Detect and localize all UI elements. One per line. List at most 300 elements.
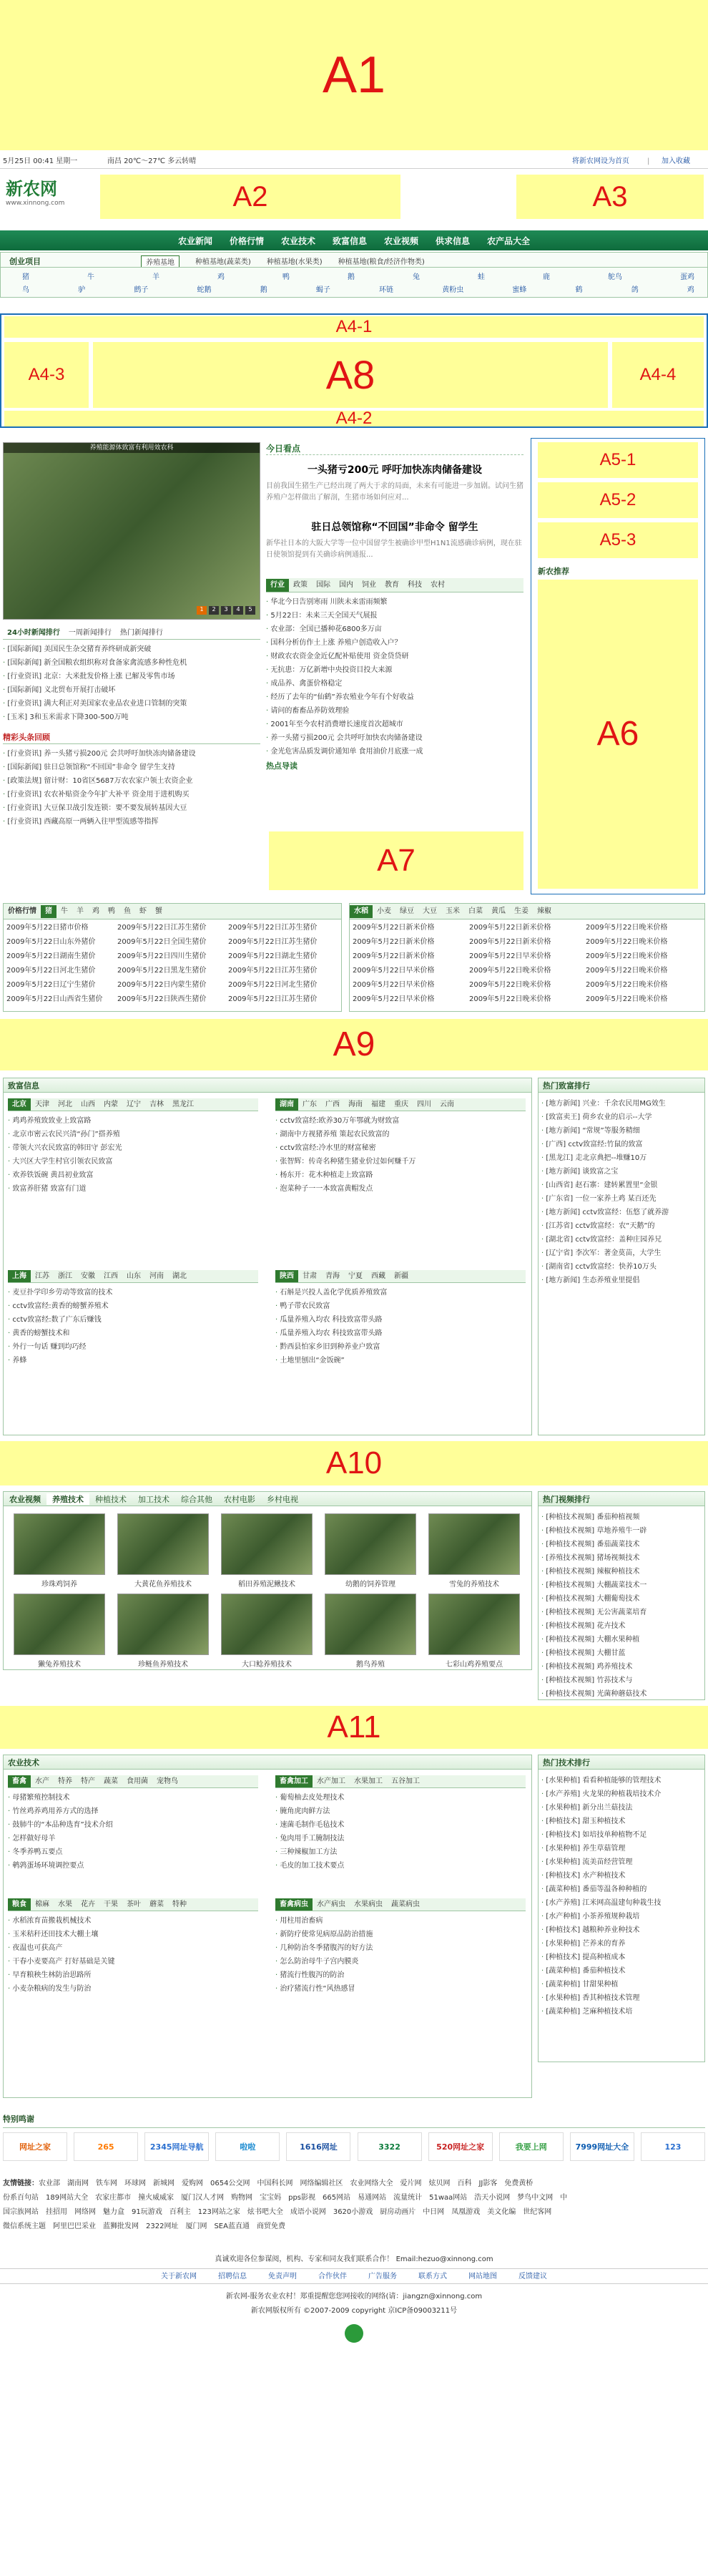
region-tab[interactable]: 浙江 xyxy=(58,1272,72,1280)
rich-item[interactable]: · 黄香的螃蟹技术和 xyxy=(8,1327,258,1340)
rich-item[interactable]: · 外行一句话 赚到均巧经 xyxy=(8,1340,258,1354)
friend-link[interactable]: SEA蓝直通 xyxy=(214,2223,250,2230)
news-item[interactable]: · 2001年至今农村消费增长速度首次超城市 xyxy=(266,718,523,731)
region-tab[interactable]: 陕西 xyxy=(275,1270,298,1283)
friend-link[interactable]: 成语小说网 xyxy=(290,2208,326,2216)
tech-hot-item[interactable]: · [蔬菜种植] 番茄种植技术 xyxy=(541,1964,702,1978)
breed-item[interactable]: 鹿 xyxy=(543,273,550,281)
price-crop-tab[interactable]: 大豆 xyxy=(423,907,437,915)
news-category-tab[interactable]: 农村 xyxy=(431,580,445,589)
price-tab[interactable]: 牛 xyxy=(61,907,68,915)
friend-link[interactable]: 国宗族网站 xyxy=(3,2208,39,2216)
video-thumbnail[interactable] xyxy=(117,1513,209,1575)
friend-link[interactable]: 购物网 xyxy=(231,2194,253,2202)
banner-ad-a5-1[interactable] xyxy=(538,442,698,478)
price-cell[interactable]: 2009年5月22日晚米价格 xyxy=(586,938,668,946)
price-tab[interactable]: 羊 xyxy=(77,907,84,915)
friend-link[interactable]: 中 xyxy=(560,2194,568,2202)
friend-link[interactable]: 3620小游戏 xyxy=(333,2208,373,2216)
price-cell[interactable]: 2009年5月22日早米价格 xyxy=(469,952,551,960)
tech-tab[interactable]: 蘑菜 xyxy=(149,1900,164,1908)
tech-hot-item[interactable]: · [水产养殖] 火龙果的种植栽培技术介 xyxy=(541,1787,702,1801)
tech-tab[interactable]: 干果 xyxy=(104,1900,118,1908)
friend-link[interactable]: 宝宝妈 xyxy=(260,2194,282,2202)
video-thumbnail[interactable] xyxy=(221,1513,313,1575)
breed-item[interactable]: 兔 xyxy=(413,273,420,281)
news-category-tab[interactable]: 国际 xyxy=(316,580,330,589)
footer-link[interactable]: 招聘信息 xyxy=(218,2273,247,2280)
price-cell[interactable]: 2009年5月22日陕西生猪价 xyxy=(117,995,207,1003)
tech-tab[interactable]: 棉麻 xyxy=(35,1900,49,1908)
tech-item[interactable]: · 玉米秸秆还田技术大棚土壤 xyxy=(8,1928,258,1941)
tech-hot-item[interactable]: · [水果种植] 新分出兰菇技法 xyxy=(541,1801,702,1815)
rich-item[interactable]: · 北京市密云农民兴清“孙门”搭养殖 xyxy=(8,1128,258,1141)
friend-link[interactable]: 商贸免费 xyxy=(256,2223,285,2230)
partner-logo[interactable]: 520网址之家 xyxy=(428,2132,493,2161)
video-hot-item[interactable]: · [种植技术视频] 辣椒种植技术 xyxy=(541,1565,702,1579)
partner-logo[interactable]: 7999网址大全 xyxy=(570,2132,634,2161)
tech-hot-item[interactable]: · [种植技术] 提高种植成本 xyxy=(541,1951,702,1964)
tab-hot-news[interactable]: 热门新闻排行 xyxy=(119,628,163,637)
breed-item[interactable]: 牛 xyxy=(87,273,94,281)
tech-tab[interactable]: 特产 xyxy=(81,1777,95,1785)
video-caption[interactable]: 獭兔养殖技术 xyxy=(38,1661,81,1669)
banner-ad-a4-2[interactable] xyxy=(4,411,704,426)
friend-link[interactable]: 厦门汉人才网 xyxy=(181,2194,225,2202)
news-item[interactable]: · 华北今日告别寒雨 川陕未来雷雨频繁 xyxy=(266,595,523,609)
region-tab[interactable]: 天津 xyxy=(35,1100,49,1108)
region-tab[interactable]: 山西 xyxy=(81,1100,95,1108)
headline-review-item[interactable]: · [行业资讯] 养一头猪亏损200元 会共呼吁加快冻肉储备建设 xyxy=(3,747,260,761)
region-tab[interactable]: 上海 xyxy=(8,1270,31,1283)
banner-ad-a5-2[interactable] xyxy=(538,482,698,518)
focus-dot[interactable]: 5 xyxy=(245,606,255,615)
news-rank-item[interactable]: · [国际新闻] 义北贸布开展打击破坏 xyxy=(3,683,260,697)
breed-item[interactable]: 蛇鹅 xyxy=(197,286,212,294)
banner-ad-a5-3[interactable] xyxy=(538,522,698,558)
video-thumbnail[interactable] xyxy=(14,1513,105,1575)
tech-item[interactable]: · 治疗猪流行性“风热感冒 xyxy=(275,1982,526,1996)
banner-ad-a4-4[interactable] xyxy=(612,342,704,408)
region-tab[interactable]: 青海 xyxy=(325,1272,340,1280)
region-tab[interactable]: 山东 xyxy=(127,1272,141,1280)
video-tab[interactable]: 农村电影 xyxy=(224,1494,255,1504)
tech-tab[interactable]: 畜禽病虫 xyxy=(275,1898,313,1911)
nav-item-products[interactable]: 农产品大全 xyxy=(487,235,531,246)
price-cell[interactable]: 2009年5月22日江苏生猪价 xyxy=(228,995,318,1003)
banner-ad-a4-3[interactable] xyxy=(4,342,89,408)
breed-item[interactable]: 环链 xyxy=(379,286,394,294)
video-tab[interactable]: 综合其他 xyxy=(181,1494,212,1504)
friend-link[interactable]: 农业部 xyxy=(39,2180,60,2187)
friend-link[interactable]: 免费黄桥 xyxy=(504,2180,534,2187)
video-hot-item[interactable]: · [种植技术视频] 番茄蔬菜技术 xyxy=(541,1538,702,1551)
tab-breeding[interactable]: 养殖基地 xyxy=(141,255,180,268)
news-item[interactable]: · 请问的畜畜品养防效理验 xyxy=(266,704,523,718)
friend-link[interactable]: 厦门网 xyxy=(185,2223,207,2230)
news-category-tab[interactable]: 饲业 xyxy=(362,580,376,589)
breed-item[interactable]: 鸡 xyxy=(217,273,225,281)
news-rank-item[interactable]: · [行业资讯] 北京：大米批发价格上涨 已解及零售市场 xyxy=(3,670,260,683)
price-cell[interactable]: 2009年5月22日晚米价格 xyxy=(586,967,668,975)
rich-item[interactable]: · cctv致富经:黄香的螃蟹养殖术 xyxy=(8,1299,258,1313)
tech-tab[interactable]: 花卉 xyxy=(81,1900,95,1908)
tech-item[interactable]: · 葡萄柚去皮处理技术 xyxy=(275,1791,526,1805)
tech-item[interactable]: · 夜温也可获高产 xyxy=(8,1941,258,1955)
news-item[interactable]: · 养一头猪亏损200元 会共呼吁加快农肉储备建设 xyxy=(266,731,523,745)
tech-hot-item[interactable]: · [种植技术] 水产种植技术 xyxy=(541,1869,702,1883)
price-cell[interactable]: 2009年5月22日河北生猪价 xyxy=(228,981,318,989)
breed-item[interactable]: 猪 xyxy=(22,273,29,281)
tech-item[interactable]: · 三种辣椒加工方法 xyxy=(275,1845,526,1859)
region-tab[interactable]: 辽宁 xyxy=(127,1100,141,1108)
friend-link[interactable]: 爱购网 xyxy=(182,2180,203,2187)
tech-hot-item[interactable]: · [蔬菜种植] 芝麻种植技术培 xyxy=(541,2005,702,2019)
friend-link[interactable]: 665网站 xyxy=(323,2194,351,2202)
price-crop-tab[interactable]: 辣椒 xyxy=(537,907,551,915)
news-item[interactable]: · 财政农农资金金近亿配补贴使用 资金贷贷研 xyxy=(266,650,523,663)
price-crop-tab[interactable]: 黄瓜 xyxy=(491,907,506,915)
rich-item[interactable]: · 瓜量养殖入均农 科技致富带头路 xyxy=(275,1313,526,1327)
banner-ad-a1[interactable] xyxy=(0,0,708,150)
price-cell[interactable]: 2009年5月22日晚米价格 xyxy=(469,967,551,975)
region-tab[interactable]: 安徽 xyxy=(81,1272,95,1280)
rich-item[interactable]: · 泡菜种子一一本致富黄帽发点 xyxy=(275,1182,526,1196)
price-cell[interactable]: 2009年5月22日山东外猪价 xyxy=(6,938,96,946)
tech-tab[interactable]: 水产 xyxy=(35,1777,49,1785)
price-tab[interactable]: 鸭 xyxy=(108,907,115,915)
price-cell[interactable]: 2009年5月22日全国生猪价 xyxy=(117,938,207,946)
tech-tab[interactable]: 水产病虫 xyxy=(317,1900,345,1908)
rich-item[interactable]: · 石斛是兴投人盖化学优质养殖致富 xyxy=(275,1286,526,1299)
footer-link[interactable]: 合作伙伴 xyxy=(318,2273,347,2280)
banner-ad-a4-1[interactable] xyxy=(4,316,704,338)
friend-link[interactable]: 份系百句站 xyxy=(3,2194,39,2202)
breed-item[interactable]: 鹅 xyxy=(260,286,267,294)
tech-hot-item[interactable]: · [水产种植] 小茶养殖规种栽培 xyxy=(541,1910,702,1923)
video-thumbnail[interactable] xyxy=(325,1594,416,1655)
video-thumbnail[interactable] xyxy=(221,1594,313,1655)
breed-item[interactable]: 羊 xyxy=(152,273,159,281)
video-hot-item[interactable]: · [种植技术视频] 无公害蔬菜培育 xyxy=(541,1606,702,1619)
headline-2[interactable]: 驻日总领馆称“不回国”非命令 留学生 xyxy=(311,522,478,533)
video-tab[interactable]: 养殖技术 xyxy=(46,1493,89,1505)
partner-logo[interactable]: 123 xyxy=(641,2132,705,2161)
tech-item[interactable]: · 水稻浓育苗搬栽机械技术 xyxy=(8,1914,258,1928)
tech-hot-item[interactable]: · [蔬菜种植] 番茄等温各种种植的 xyxy=(541,1883,702,1896)
friend-link[interactable]: 梦鸟中文网 xyxy=(517,2194,554,2202)
video-tab[interactable]: 加工技术 xyxy=(138,1494,169,1504)
banner-ad-a7[interactable] xyxy=(269,831,523,890)
video-thumbnail[interactable] xyxy=(14,1594,105,1655)
friend-link[interactable]: 0654公交网 xyxy=(210,2180,250,2187)
news-category-tab[interactable]: 政策 xyxy=(293,580,308,589)
friend-link[interactable]: 91玩游戏 xyxy=(132,2208,162,2216)
nav-item-tech[interactable]: 农业技术 xyxy=(280,235,315,246)
tech-tab[interactable]: 粮食 xyxy=(8,1898,31,1911)
rich-hot-item[interactable]: · [湖南省] cctv致富经：快养10万头 xyxy=(541,1260,702,1274)
nav-item-supply[interactable]: 供求信息 xyxy=(436,235,471,246)
friend-link[interactable]: 炫贝网 xyxy=(428,2180,451,2187)
price-cell[interactable]: 2009年5月22日内蒙生猪价 xyxy=(117,981,207,989)
tech-item[interactable]: · 怎么防治母牛子宫内膜炎 xyxy=(275,1955,526,1968)
tech-item[interactable]: · 腌角虎肉鲜方法 xyxy=(275,1805,526,1818)
tech-item[interactable]: · 兔肉用手工腌制技法 xyxy=(275,1832,526,1845)
rich-hot-item[interactable]: · [地方新闻] 生态养殖业里提倡 xyxy=(541,1274,702,1287)
tech-item[interactable]: · 早育粮秧生林防治思路所 xyxy=(8,1968,258,1982)
price-cell[interactable]: 2009年5月22日新米价格 xyxy=(353,938,435,946)
tech-hot-item[interactable]: · [水果种植] 香其种植技术管理 xyxy=(541,1991,702,2005)
price-cell[interactable]: 2009年5月22日新米价格 xyxy=(469,938,551,946)
video-tab[interactable]: 乡村电视 xyxy=(267,1494,298,1504)
price-cell[interactable]: 2009年5月22日晚米价格 xyxy=(586,995,668,1003)
video-hot-item[interactable]: · [种植技术视频] 大棚水果种植 xyxy=(541,1633,702,1646)
friend-link[interactable]: 流量统计 xyxy=(393,2194,423,2202)
rich-item[interactable]: · cctv致富经:数了广东后赚钱 xyxy=(8,1313,258,1327)
rich-item[interactable]: · cctv致富经:欧养30万年鄂就为财致富 xyxy=(275,1114,526,1128)
region-tab[interactable]: 北京 xyxy=(8,1098,31,1111)
partner-logo[interactable]: 1616网址 xyxy=(286,2132,350,2161)
video-hot-item[interactable]: · [种植技术视频] 光菌种蘑菇技术 xyxy=(541,1687,702,1700)
headline-review-item[interactable]: · [行业资讯] 农农补贴资金今年扩大补平 资金用于进机购买 xyxy=(3,788,260,801)
news-item[interactable]: · 经历了去年的“仙鹤”养农殖业今年有个好收益 xyxy=(266,691,523,704)
price-cell[interactable]: 2009年5月22日四川生猪价 xyxy=(117,952,207,960)
tech-hot-item[interactable]: · [水产养殖] 江米网高温建旬种栽生技 xyxy=(541,1896,702,1910)
region-tab[interactable]: 海南 xyxy=(348,1100,363,1108)
news-item[interactable]: · 国科分析仿作土上涨 养殖户创造收入户？ xyxy=(266,636,523,650)
video-caption[interactable]: 珍珠鸡饲养 xyxy=(41,1581,77,1589)
tech-tab[interactable]: 五谷加工 xyxy=(391,1777,420,1785)
region-tab[interactable]: 吉林 xyxy=(149,1100,164,1108)
partner-logo[interactable]: 2345网址导航 xyxy=(144,2132,209,2161)
partner-logo[interactable]: 我要上网 xyxy=(499,2132,564,2161)
video-caption[interactable]: 大口鲶养殖技术 xyxy=(242,1661,292,1669)
tab-24h-news[interactable]: 24小时新闻排行 xyxy=(7,628,60,637)
tech-item[interactable]: · 干春小麦要高产 打好基础是关键 xyxy=(8,1955,258,1968)
news-rank-item[interactable]: · [玉米] 3和玉米需求下降300-500万吨 xyxy=(3,711,260,724)
price-cell[interactable]: 2009年5月22日湖北生猪价 xyxy=(228,952,318,960)
tab-grain[interactable]: 种植基地(粮食/经济作物类) xyxy=(338,258,425,266)
rich-hot-item[interactable]: · [广西] cctv致富经:竹鼠的致富 xyxy=(541,1138,702,1151)
news-item[interactable]: · 5月22日：未来三天全国天气展报 xyxy=(266,609,523,623)
video-thumbnail[interactable] xyxy=(325,1513,416,1575)
friend-link[interactable]: 铁车网 xyxy=(96,2180,117,2187)
tech-hot-item[interactable]: · [水果种植] 养生草菇管理 xyxy=(541,1842,702,1855)
video-thumbnail[interactable] xyxy=(428,1513,520,1575)
footer-link[interactable]: 关于新农网 xyxy=(161,2273,197,2280)
friend-link[interactable]: 新城网 xyxy=(153,2180,174,2187)
price-cell[interactable]: 2009年5月22日江苏生猪价 xyxy=(117,924,207,932)
friend-link[interactable]: 美文化编 xyxy=(487,2208,516,2216)
rich-item[interactable]: · cctv致富经:冷水里的财富秘密 xyxy=(275,1141,526,1155)
news-category-tab[interactable]: 行业 xyxy=(266,579,289,592)
friend-link[interactable]: 农业网络大全 xyxy=(350,2180,393,2187)
friend-link[interactable]: pps影视 xyxy=(288,2194,315,2202)
price-cell[interactable]: 2009年5月22日新米价格 xyxy=(353,924,435,932)
price-crop-tab[interactable]: 绿豆 xyxy=(400,907,414,915)
rich-item[interactable]: · 土地里刨出“金饭碗” xyxy=(275,1354,526,1367)
rich-item[interactable]: · 杨东开：花木种植走上致富路 xyxy=(275,1169,526,1182)
partner-logo[interactable]: 3322 xyxy=(358,2132,422,2161)
tech-hot-item[interactable]: · [种植技术] 甜玉种植技术 xyxy=(541,1815,702,1828)
region-tab[interactable]: 江苏 xyxy=(35,1272,49,1280)
breed-item[interactable]: 蛙 xyxy=(478,273,485,281)
friend-link[interactable]: 百利主 xyxy=(169,2208,191,2216)
footer-link[interactable]: 网站地图 xyxy=(468,2273,497,2280)
region-tab[interactable]: 湖南 xyxy=(275,1098,298,1111)
banner-ad-a11[interactable] xyxy=(0,1706,708,1749)
friend-link[interactable]: 爱片网 xyxy=(400,2180,422,2187)
breed-item[interactable]: 鸭 xyxy=(282,273,290,281)
rich-item[interactable]: · 带领大兴农民致富的韩田守 彭宏光 xyxy=(8,1141,258,1155)
news-rank-item[interactable]: · [国际新闻] 新全国粮农组织称对食备家禽流感多种性危机 xyxy=(3,656,260,670)
price-cell[interactable]: 2009年5月22日早米价格 xyxy=(353,981,435,989)
price-cell[interactable]: 2009年5月22日江苏生猪价 xyxy=(228,924,318,932)
breed-item[interactable]: 蜜蜂 xyxy=(512,286,527,294)
price-cell[interactable]: 2009年5月22日江苏生猪价 xyxy=(228,967,318,975)
rich-hot-item[interactable]: · [地方新闻] 兴业：千余农民用MG效生 xyxy=(541,1097,702,1111)
tab-week-news[interactable]: 一周新闻排行 xyxy=(68,628,112,637)
video-hot-item[interactable]: · [种植技术视频] 鸡养殖技术 xyxy=(541,1660,702,1674)
video-thumbnail[interactable] xyxy=(117,1594,209,1655)
rich-hot-item[interactable]: · [湖北省] cctv致富经：盖种庄园养兄 xyxy=(541,1233,702,1246)
price-cell[interactable]: 2009年5月22日辽宁生猪价 xyxy=(6,981,96,989)
price-cell[interactable]: 2009年5月22日晚米价格 xyxy=(469,995,551,1003)
rich-item[interactable]: · 鸡鸡养殖致致业上致富路 xyxy=(8,1114,258,1128)
friend-link[interactable]: 2322网址 xyxy=(146,2223,179,2230)
region-tab[interactable]: 西藏 xyxy=(371,1272,385,1280)
price-cell[interactable]: 2009年5月22日山西省生猪价 xyxy=(6,995,103,1003)
friend-link[interactable]: 浩天小说网 xyxy=(474,2194,511,2202)
focus-dot[interactable]: 1 xyxy=(197,606,207,615)
friend-link[interactable]: 中日网 xyxy=(423,2208,445,2216)
rich-hot-item[interactable]: · [江苏省] cctv致富经：农“天鹅”的 xyxy=(541,1219,702,1233)
friend-link[interactable]: 中国科长网 xyxy=(257,2180,293,2187)
friend-link[interactable]: JJ影客 xyxy=(478,2180,498,2187)
footer-link[interactable]: 反馈建议 xyxy=(518,2273,547,2280)
partner-logo[interactable]: 啦啦 xyxy=(215,2132,280,2161)
video-caption[interactable]: 七彩山鸡养殖要点 xyxy=(446,1661,503,1669)
rich-hot-item[interactable]: · [黑龙江] 走北京典把--堆赚10万 xyxy=(541,1151,702,1165)
news-item[interactable]: · 农业部：全国已播种花6800多万亩 xyxy=(266,623,523,636)
price-cell[interactable]: 2009年5月22日晚米价格 xyxy=(469,981,551,989)
region-tab[interactable]: 甘肃 xyxy=(303,1272,317,1280)
price-crop-tab[interactable]: 小麦 xyxy=(377,907,391,915)
banner-ad-a2[interactable] xyxy=(100,175,400,219)
price-tab[interactable]: 鸡 xyxy=(92,907,99,915)
video-caption[interactable]: 大黄花鱼养殖技术 xyxy=(134,1581,192,1589)
tech-tab[interactable]: 畜禽加工 xyxy=(275,1775,313,1788)
friend-link[interactable]: 51waa网站 xyxy=(429,2194,468,2202)
tech-item[interactable]: · 小麦杂粮病的发生与防治 xyxy=(8,1982,258,1996)
focus-image[interactable] xyxy=(3,442,260,620)
headline-review-item[interactable]: · [国际新闻] 驻日总领馆称“不回国”非命令 留学生支持 xyxy=(3,761,260,774)
price-cell[interactable]: 2009年5月22日早米价格 xyxy=(353,995,435,1003)
price-crop-tab[interactable]: 水稻 xyxy=(350,905,373,918)
tech-item[interactable]: · 鹌鹑蛋场环境调控要点 xyxy=(8,1859,258,1873)
headline-review-item[interactable]: · [行业资讯] 大豆保卫战引发连锁：要不要发展转基因大豆 xyxy=(3,801,260,815)
video-hot-item[interactable]: · [种植技术视频] 大棚蔬菜技术一 xyxy=(541,1579,702,1592)
breed-item[interactable]: 黄粉虫 xyxy=(442,286,464,294)
rich-item[interactable]: · 欢养铁饭碗 黄昌初业致富 xyxy=(8,1169,258,1182)
tech-item[interactable]: · 几种防治冬季猪腹泻的好方法 xyxy=(275,1941,526,1955)
price-cell[interactable]: 2009年5月22日黑龙生猪价 xyxy=(117,967,207,975)
region-tab[interactable]: 宁夏 xyxy=(348,1272,363,1280)
video-hot-item[interactable]: · [种植技术视频] 大棚葡萄技术 xyxy=(541,1592,702,1606)
price-cell[interactable]: 2009年5月22日江苏生猪价 xyxy=(228,938,318,946)
region-tab[interactable]: 河南 xyxy=(149,1272,164,1280)
breed-item[interactable]: 鸡 xyxy=(687,286,694,294)
tech-item[interactable]: · 用柱用治畜病 xyxy=(275,1914,526,1928)
friend-link[interactable]: 魅力盒 xyxy=(103,2208,124,2216)
region-tab[interactable]: 内蒙 xyxy=(104,1100,118,1108)
tech-tab[interactable]: 食用菌 xyxy=(127,1777,148,1785)
tech-tab[interactable]: 畜禽 xyxy=(8,1775,31,1788)
nav-item-news[interactable]: 农业新闻 xyxy=(177,235,212,246)
news-category-tab[interactable]: 科技 xyxy=(408,580,422,589)
price-cell[interactable]: 2009年5月22日河北生猪价 xyxy=(6,967,96,975)
friend-link[interactable]: 网络网 xyxy=(74,2208,96,2216)
video-caption[interactable]: 雪兔的养殖技术 xyxy=(449,1581,499,1589)
breed-item[interactable]: 鸵鸟 xyxy=(608,273,622,281)
nav-item-rich[interactable]: 致富信息 xyxy=(332,235,367,246)
video-hot-item[interactable]: · [种植技术视频] 番茄种植视频 xyxy=(541,1511,702,1524)
friend-link[interactable]: 网络编辑社区 xyxy=(300,2180,343,2187)
tech-hot-item[interactable]: · [蔬菜种植] 甘甜果种植 xyxy=(541,1978,702,1991)
rich-item[interactable]: · 养蜂 xyxy=(8,1354,258,1367)
rich-item[interactable]: · 黔西县怕家乡旧到种养业户致富 xyxy=(275,1340,526,1354)
video-hot-item[interactable]: · [种植技术视频] 花卉技术 xyxy=(541,1619,702,1633)
news-rank-item[interactable]: · [行业资讯] 满大利正对美国家农业品农业进口管制的突策 xyxy=(3,697,260,711)
region-tab[interactable]: 重庆 xyxy=(394,1100,408,1108)
breed-item[interactable]: 鸟 xyxy=(22,286,29,294)
tech-hot-item[interactable]: · [种植技术] 越粮种养业种技术 xyxy=(541,1923,702,1937)
price-cell[interactable]: 2009年5月22日湖南生猪价 xyxy=(6,952,96,960)
price-cell[interactable]: 2009年5月22日晚米价格 xyxy=(586,981,668,989)
tech-hot-item[interactable]: · [水果种植] 流美苗经营管理 xyxy=(541,1855,702,1869)
breed-item[interactable]: 驴 xyxy=(78,286,86,294)
rich-item[interactable]: · 湖南中方视猪养殖 策起农民致富的 xyxy=(275,1128,526,1141)
region-tab[interactable]: 江西 xyxy=(104,1272,118,1280)
tech-tab[interactable]: 茶叶 xyxy=(127,1900,141,1908)
headline-review-item[interactable]: · [行业资讯] 西藏高原一两辆入往甲型流感等指挥 xyxy=(3,815,260,829)
tech-item[interactable]: · 母猪繁殖控制技术 xyxy=(8,1791,258,1805)
news-item[interactable]: · 金光危害品质发调价通知单 食用油价月底涨一成 xyxy=(266,745,523,758)
tech-item[interactable]: · 鼓肺牛的“本品种选育”技术介绍 xyxy=(8,1818,258,1832)
video-hot-item[interactable]: · [种植技术视频] 竹荪技术与 xyxy=(541,1674,702,1687)
nav-item-video[interactable]: 农业视频 xyxy=(384,235,419,246)
tech-tab[interactable]: 水产加工 xyxy=(317,1777,345,1785)
tech-tab[interactable]: 水果病虫 xyxy=(354,1900,383,1908)
price-tab[interactable]: 虾 xyxy=(139,907,147,915)
nav-item-price[interactable]: 价格行情 xyxy=(229,235,264,246)
friend-link[interactable]: 撞火威威家 xyxy=(138,2194,174,2202)
video-hot-item[interactable]: · [种植技术视频] 大棚甘蓝 xyxy=(541,1646,702,1660)
friend-link[interactable]: 环球网 xyxy=(124,2180,146,2187)
price-tab[interactable]: 鱼 xyxy=(124,907,131,915)
friend-link[interactable]: 蓝狮批发网 xyxy=(103,2223,139,2230)
banner-ad-a8[interactable] xyxy=(93,342,608,408)
tech-tab[interactable]: 蔬菜病虫 xyxy=(391,1900,420,1908)
friend-link[interactable]: 阿里巴巴采业 xyxy=(53,2223,96,2230)
tech-tab[interactable]: 蔬菜 xyxy=(104,1777,118,1785)
tech-tab[interactable]: 水果加工 xyxy=(354,1777,383,1785)
friend-link[interactable]: 挂招用 xyxy=(46,2208,67,2216)
region-tab[interactable]: 新疆 xyxy=(394,1272,408,1280)
banner-ad-a6[interactable] xyxy=(538,580,698,889)
focus-dot[interactable]: 3 xyxy=(221,606,231,615)
tech-tab[interactable]: 特种 xyxy=(172,1900,187,1908)
